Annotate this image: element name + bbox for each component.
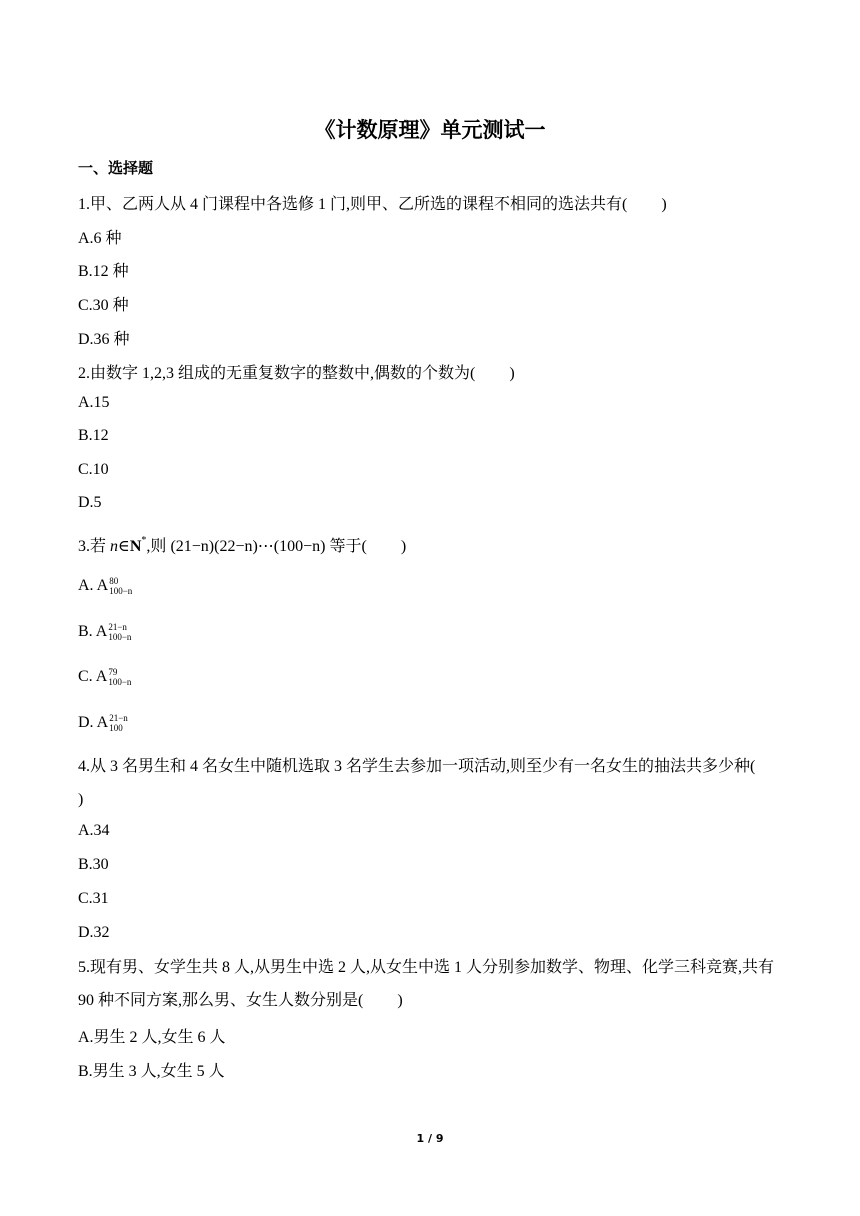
- question-3-suffix: 等于(: [325, 538, 367, 555]
- question-5-option-b: B.男生 3 人,女生 5 人: [78, 1063, 225, 1080]
- question-2-option-d: D.5: [78, 494, 102, 511]
- section-heading: 一、选择题: [78, 159, 154, 177]
- question-3-option-b: [78, 622, 131, 642]
- option-d-label: D. A: [78, 714, 109, 731]
- option-b-label: B. A: [78, 623, 108, 640]
- math-variable-n: n: [110, 538, 119, 555]
- question-4-option-d: D.32: [78, 924, 110, 941]
- question-1-stem: [78, 191, 667, 214]
- question-1-option-c: C.30 种: [78, 297, 129, 314]
- question-2-text: 2.由数字 1,2,3 组成的无重复数字的整数中,偶数的个数为(: [78, 365, 476, 382]
- answer-blank-close: ): [400, 538, 407, 555]
- star-superscript: *: [141, 535, 147, 546]
- question-2-option-c: C.10: [78, 461, 109, 478]
- question-3-prefix: 3.若: [78, 538, 111, 555]
- answer-blank-close: ): [397, 992, 403, 1009]
- option-c-label: C. A: [78, 668, 108, 685]
- question-3-option-c: [78, 667, 131, 687]
- document-title: 《计数原理》单元测试一: [314, 118, 546, 142]
- arrangement-superscript: 80: [109, 576, 119, 586]
- answer-blank-close: ): [509, 365, 515, 382]
- arrangement-subscript: 100−n: [109, 586, 133, 596]
- question-4-text: 4.从 3 名男生和 4 名女生中随机选取 3 名学生去参加一项活动,则至少有一名女生的抽法共多少种(: [78, 758, 756, 775]
- question-5-text: 5.现有男、女学生共 8 人,从男生中选 2 人,从女生中选 1 人分别参加数学、物理、化学三科竞赛,共有 90 种不同方案,那么男、女生人数分别是(: [78, 959, 775, 1009]
- question-4-stem: [78, 750, 793, 816]
- option-a-label: A. A: [78, 577, 109, 594]
- product-expression: (21−n)(22−n)⋯(100−n): [170, 538, 326, 555]
- arrangement-superscript: 79: [108, 667, 118, 677]
- question-4-option-c: C.31: [78, 890, 109, 907]
- question-1-option-d: D.36 种: [78, 331, 130, 348]
- question-1-option-b: B.12 种: [78, 263, 129, 280]
- page-number: 1 / 9: [416, 1132, 444, 1145]
- question-1-option-a: A.6 种: [78, 230, 122, 247]
- question-4-option-a: A.34: [78, 822, 110, 839]
- arrangement-superscript: 21−n: [109, 713, 128, 723]
- question-5-stem: [78, 951, 793, 1017]
- question-3-mid: ,则: [146, 538, 171, 555]
- element-of-symbol: ∈: [118, 538, 130, 555]
- question-3-option-d: [78, 713, 128, 733]
- natural-numbers-symbol: N: [129, 538, 142, 555]
- question-4-option-b: B.30: [78, 856, 109, 873]
- arrangement-subscript: 100: [109, 723, 123, 733]
- question-5-option-a: A.男生 2 人,女生 6 人: [78, 1029, 226, 1046]
- question-2-stem: [78, 360, 515, 383]
- arrangement-superscript: 21−n: [108, 622, 127, 632]
- question-2-option-b: B.12: [78, 427, 109, 444]
- question-1-text: 1.甲、乙两人从 4 门课程中各选修 1 门,则甲、乙所选的课程不相同的选法共有(: [78, 196, 628, 213]
- answer-blank-close: ): [661, 196, 667, 213]
- answer-blank-close: ): [78, 791, 84, 808]
- arrangement-subscript: 100−n: [108, 677, 132, 687]
- arrangement-subscript: 100−n: [108, 632, 132, 642]
- question-3-option-a: [78, 576, 132, 596]
- question-2-option-a: A.15: [78, 394, 110, 411]
- question-3-stem: [78, 533, 406, 556]
